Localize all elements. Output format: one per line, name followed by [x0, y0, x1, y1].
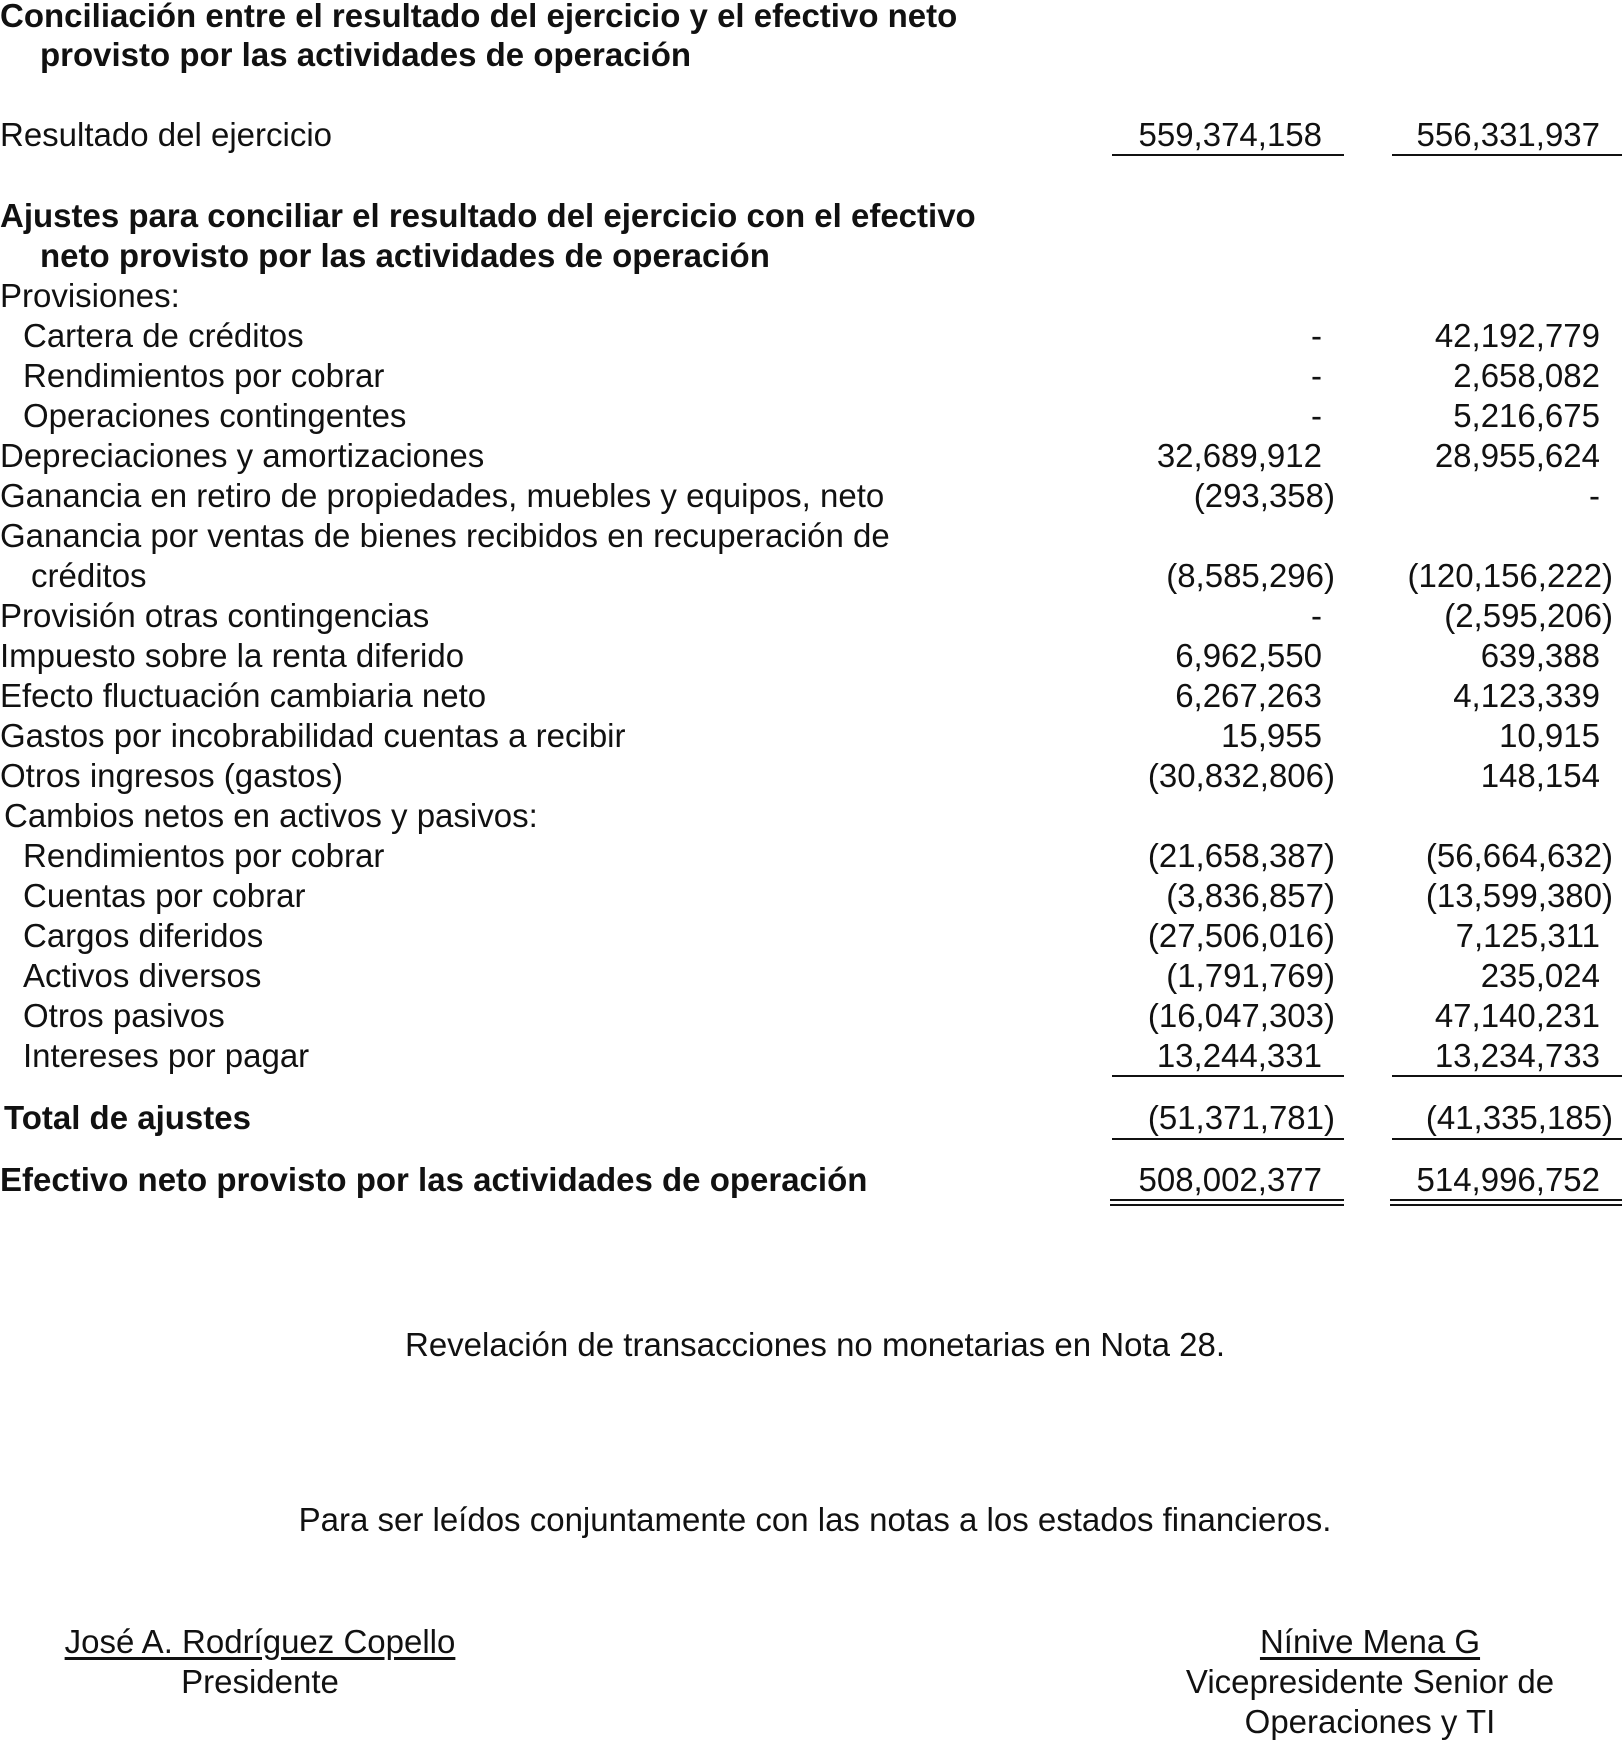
- row-value-1: (21,658,387): [1147, 837, 1335, 874]
- row-value-2: (2,595,206): [1444, 597, 1613, 634]
- row-value-2: 10,915: [1499, 717, 1600, 754]
- row-label: Efecto fluctuación cambiaria neto: [0, 677, 487, 714]
- total-ajustes-value-2: (41,335,185): [1425, 1099, 1613, 1136]
- ajustes-heading-line2: neto provisto por las actividades de operación: [40, 237, 770, 274]
- row-value-1: (30,832,806): [1147, 757, 1335, 794]
- row-value-2: (56,664,632): [1425, 837, 1613, 874]
- signatory-title: Vicepresidente Senior de: [1185, 1663, 1555, 1700]
- resultado-label: Resultado del ejercicio: [0, 116, 333, 153]
- signatory-title: Operaciones y TI: [1244, 1703, 1496, 1740]
- subtotal-rule: [1392, 154, 1622, 156]
- row-value-2: 28,955,624: [1434, 437, 1600, 474]
- row-value-2: -: [1589, 477, 1600, 514]
- subtotal-rule: [1112, 1138, 1344, 1140]
- row-label: Depreciaciones y amortizaciones: [0, 437, 485, 474]
- nota-transacciones: Revelación de transacciones no monetarias en Nota 28.: [405, 1326, 1225, 1363]
- total-ajustes-label: Total de ajustes: [4, 1099, 251, 1136]
- row-value-2: (120,156,222): [1407, 557, 1613, 594]
- row-label: Activos diversos: [23, 957, 262, 994]
- row-value-1: 13,244,331: [1156, 1037, 1322, 1074]
- row-value-2: 13,234,733: [1434, 1037, 1600, 1074]
- subtotal-rule: [1392, 1138, 1622, 1140]
- efectivo-neto-value-1: 508,002,377: [1138, 1161, 1322, 1198]
- row-value-2: 2,658,082: [1453, 357, 1600, 394]
- row-value-1: (27,506,016): [1147, 917, 1335, 954]
- row-value-1: (16,047,303): [1147, 997, 1335, 1034]
- efectivo-neto-value-2: 514,996,752: [1416, 1161, 1600, 1198]
- row-label: Otros ingresos (gastos): [0, 757, 343, 794]
- row-value-1: (3,836,857): [1166, 877, 1335, 914]
- double-total-rule: [1390, 1199, 1622, 1206]
- row-value-2: 42,192,779: [1434, 317, 1600, 354]
- row-label: Ganancia por ventas de bienes recibidos en recuperación de: [0, 517, 890, 554]
- subtotal-rule: [1392, 1075, 1622, 1077]
- subtotal-rule: [1112, 154, 1344, 156]
- row-value-1: -: [1311, 317, 1322, 354]
- signatory-title: Presidente: [181, 1663, 339, 1700]
- row-label: Cuentas por cobrar: [23, 877, 306, 914]
- row-value-1: 6,267,263: [1175, 677, 1322, 714]
- nota-lectura: Para ser leídos conjuntamente con las notas a los estados financieros.: [298, 1501, 1332, 1538]
- row-label: Operaciones contingentes: [23, 397, 407, 434]
- row-value-2: 148,154: [1480, 757, 1600, 794]
- section-heading-line1: Conciliación entre el resultado del ejercicio y el efectivo neto: [0, 0, 958, 34]
- row-value-2: 5,216,675: [1453, 397, 1600, 434]
- row-value-1: 32,689,912: [1156, 437, 1322, 474]
- row-value-2: (13,599,380): [1425, 877, 1613, 914]
- row-value-2: 235,024: [1480, 957, 1600, 994]
- section-heading-line2: provisto por las actividades de operación: [40, 36, 692, 73]
- subtotal-rule: [1112, 1075, 1344, 1077]
- row-value-2: 639,388: [1480, 637, 1600, 674]
- row-value-1: (1,791,769): [1166, 957, 1335, 994]
- resultado-value-2: 556,331,937: [1416, 116, 1600, 153]
- signatory-name: José A. Rodríguez Copello: [64, 1623, 456, 1660]
- row-value-1: -: [1311, 397, 1322, 434]
- row-label: Cartera de créditos: [23, 317, 304, 354]
- provisiones-label: Provisiones:: [0, 277, 180, 314]
- cambios-label: Cambios netos en activos y pasivos:: [4, 797, 538, 834]
- signature-block-presidente: [40, 1622, 480, 1702]
- row-value-2: 47,140,231: [1434, 997, 1600, 1034]
- row-label-continuation: créditos: [31, 557, 147, 594]
- row-label: Ganancia en retiro de propiedades, muebles y equipos, neto: [0, 477, 885, 514]
- resultado-value-1: 559,374,158: [1138, 116, 1322, 153]
- row-value-1: -: [1311, 357, 1322, 394]
- row-value-1: -: [1311, 597, 1322, 634]
- row-value-2: 4,123,339: [1453, 677, 1600, 714]
- row-label: Rendimientos por cobrar: [23, 357, 385, 394]
- efectivo-neto-label: Efectivo neto provisto por las actividades de operación: [0, 1161, 868, 1198]
- row-value-1: 6,962,550: [1175, 637, 1322, 674]
- total-ajustes-value-1: (51,371,781): [1147, 1099, 1335, 1136]
- row-value-1: (8,585,296): [1166, 557, 1335, 594]
- row-label: Impuesto sobre la renta diferido: [0, 637, 465, 674]
- double-total-rule: [1110, 1199, 1344, 1206]
- row-label: Gastos por incobrabilidad cuentas a recibir: [0, 717, 626, 754]
- row-label: Intereses por pagar: [23, 1037, 310, 1074]
- ajustes-heading-line1: Ajustes para conciliar el resultado del ejercicio con el efectivo: [0, 197, 976, 234]
- signature-block-vicepresidente: [1150, 1622, 1590, 1742]
- row-label: Otros pasivos: [23, 997, 225, 1034]
- row-label: Cargos diferidos: [23, 917, 264, 954]
- signatory-name: Nínive Mena G: [1259, 1623, 1481, 1660]
- row-value-1: (293,358): [1193, 477, 1335, 514]
- row-value-1: 15,955: [1221, 717, 1322, 754]
- row-label: Rendimientos por cobrar: [23, 837, 385, 874]
- row-value-2: 7,125,311: [1455, 917, 1600, 954]
- row-label: Provisión otras contingencias: [0, 597, 430, 634]
